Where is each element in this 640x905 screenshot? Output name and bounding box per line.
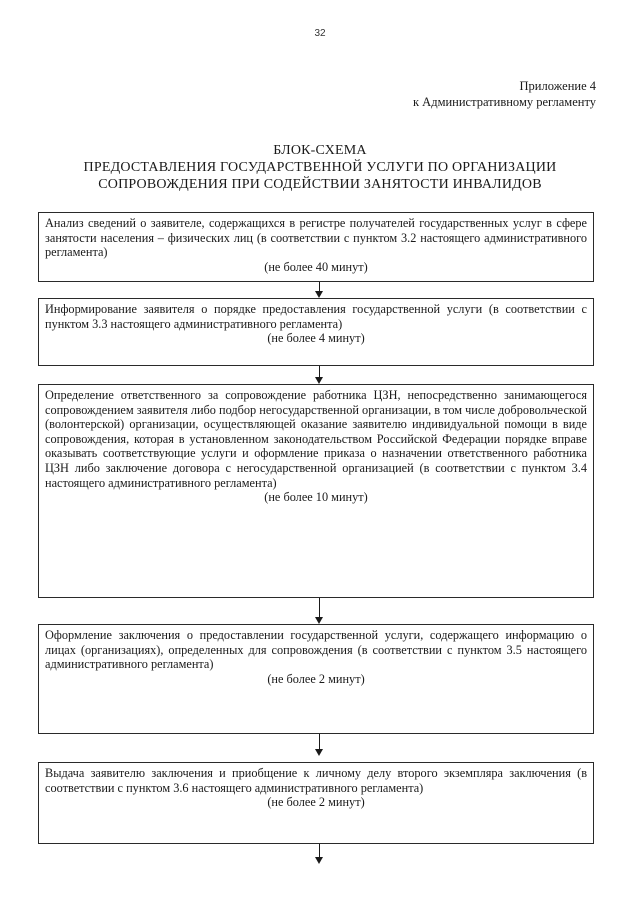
appendix-line-1: Приложение 4	[519, 79, 596, 93]
page-number: 32	[314, 28, 326, 39]
step-4-text: Оформление заключения о предоставлении государственной услуги, содержащего информацию о лицах (организациях), определенных для сопровождения (в соответствии с пунктом 3.5 настоящего административного регламента)	[45, 628, 587, 672]
appendix-line-2: к Административному регламенту	[412, 95, 596, 109]
title-line-2: ПРЕДОСТАВЛЕНИЯ ГОСУДАРСТВЕННОЙ УСЛУГИ ПО ОРГАНИЗАЦИИ	[83, 160, 557, 175]
step-3-duration: (не более 10 минут)	[264, 490, 368, 505]
step-2-duration: (не более 4 минут)	[267, 331, 365, 346]
flow-arrow-3	[314, 598, 326, 624]
title-line-1: БЛОК-СХЕМА	[273, 143, 367, 158]
step-5-text: Выдача заявителю заключения и приобщение к личному делу второго экземпляра заключения (в соответствии с пунктом 3.6 настоящего административного регламента)	[45, 766, 587, 795]
title-line-3: СОПРОВОЖДЕНИЯ ПРИ СОДЕЙСТВИИ ЗАНЯТОСТИ ИНВАЛИДОВ	[98, 177, 542, 192]
step-2-text: Информирование заявителя о порядке предоставления государственной услуги (в соответствии с пунктом 3.3 настоящего административного регламента)	[45, 302, 587, 331]
step-4-duration: (не более 2 минут)	[267, 671, 365, 686]
flow-step-4	[38, 624, 594, 734]
flowchart-title	[0, 142, 640, 193]
step-1-duration: (не более 40 минут)	[264, 259, 368, 274]
flow-step-3	[38, 384, 594, 598]
flow-step-2	[38, 298, 594, 366]
step-5-duration: (не более 2 минут)	[267, 795, 365, 810]
flow-arrow-5	[314, 844, 326, 864]
flow-step-1	[38, 212, 594, 282]
step-1-text: Анализ сведений о заявителе, содержащихся в регистре получателей государственных услуг в сфере занятости населения – физических лиц (в соответствии с пунктом 3.2 настоящего административного регламента)	[45, 216, 587, 260]
flow-step-5	[38, 762, 594, 844]
flow-arrow-1	[314, 282, 326, 298]
appendix-caption	[413, 78, 596, 110]
step-3-text: Определение ответственного за сопровождение работника ЦЗН, непосредственно занимающегося сопровождением заявителя либо подбор негосударственной организации, в том числе добровольческой (волонтерской) организации, осуществляющей оказание заявителю индивидуальной помощи в виде сопровождения, которая в установленном законодательством Российской Федерации порядке вправе оказывать соответствующие услуги и оформление приказа о назначении ответственного работника ЦЗН либо заключение договора с негосударственной организацией (в соответствии с пунктом 3.4 настоящего административного регламента)	[45, 388, 587, 490]
flow-arrow-2	[314, 366, 326, 384]
flow-arrow-4	[314, 734, 326, 756]
